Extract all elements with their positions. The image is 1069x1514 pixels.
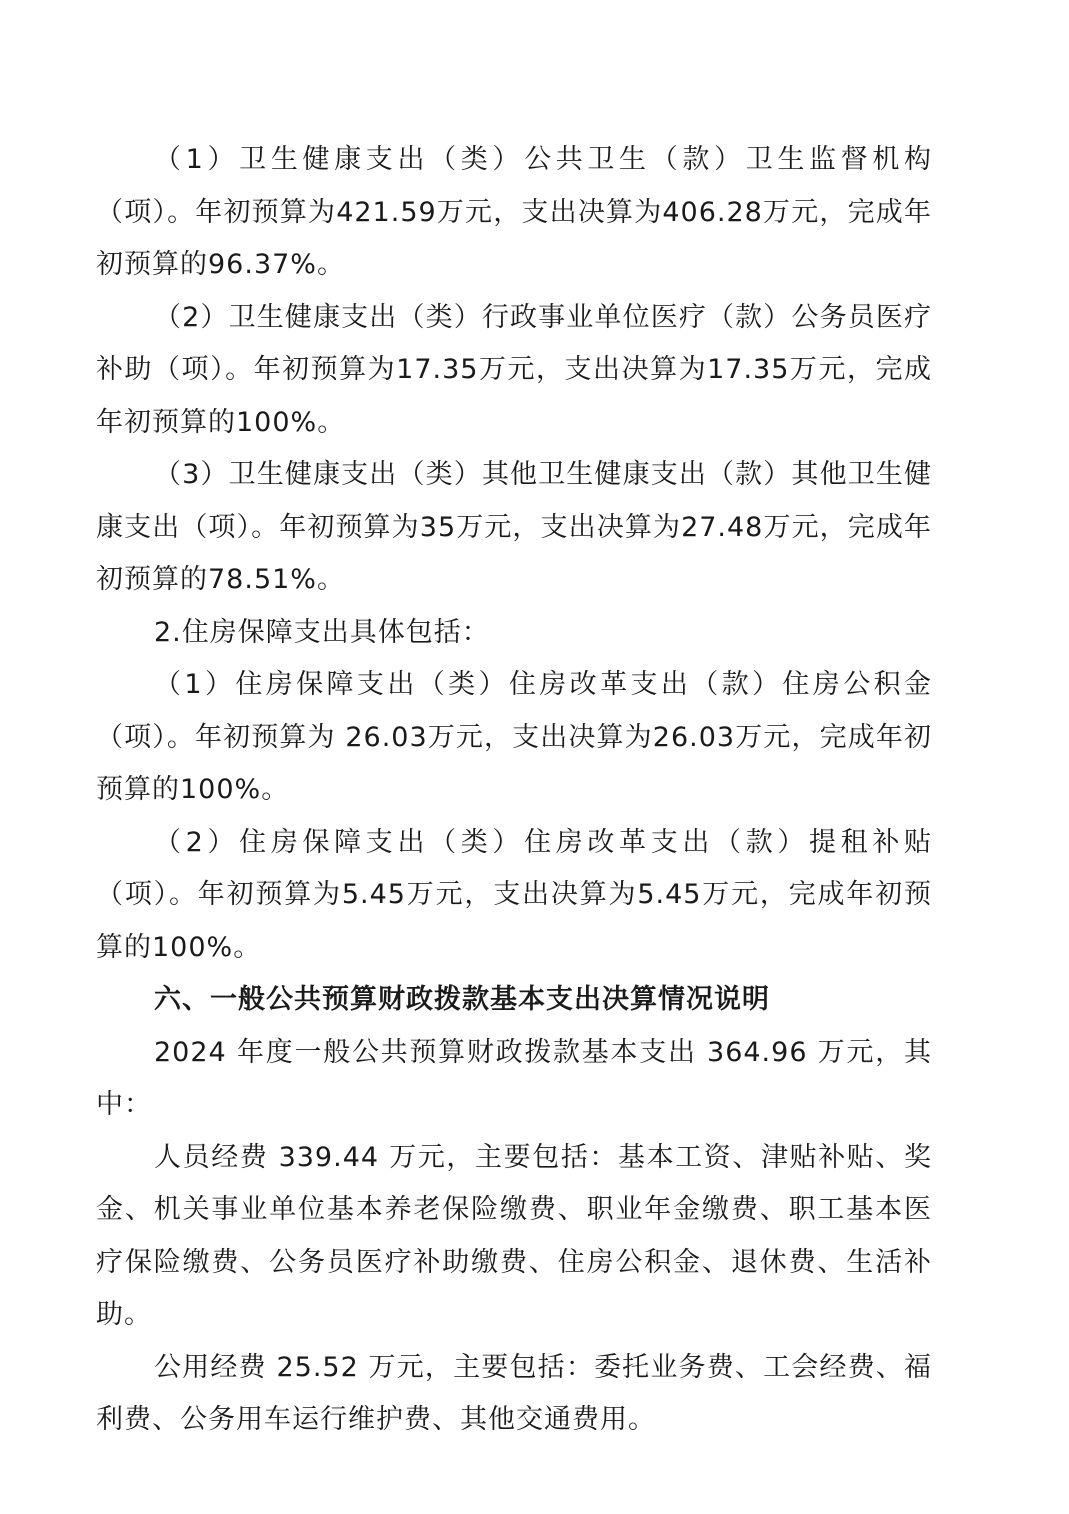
paragraph-public-cost: 公用经费 25.52 万元，主要包括：委托业务费、工会经费、福利费、公务用车运行维护费、其他交通费用。 [96, 1351, 932, 1435]
paragraph-health-supervision: （1）卫生健康支出（类）公共卫生（款）卫生监督机构（项）。年初预算为421.59万元，支出决算为406.28万元，完成年初预算的96.37%。 [96, 144, 932, 280]
section-heading: 六、一般公共预算财政拨款基本支出决算情况说明 [154, 984, 770, 1015]
paragraph-civil-servant-medical: （2）卫生健康支出（类）行政事业单位医疗（款）公务员医疗补助（项）。年初预算为17.35万元，支出决算为17.35万元，完成年初预算的100%。 [96, 301, 932, 438]
paragraph-rent-subsidy: （2）住房保障支出（类）住房改革支出（款）提租补贴（项）。年初预算为5.45万元，支出决算为5.45万元，完成年初预算的100%。 [96, 826, 932, 963]
paragraph-personnel-cost: 人员经费 339.44 万元，主要包括：基本工资、津贴补贴、奖金、机关事业单位基本养老保险缴费、职业年金缴费、职工基本医疗保险缴费、公务员医疗补助缴费、住房公积金、退休费、生活补助。 [96, 1141, 932, 1330]
paragraph-housing-intro: 2.住房保障支出具体包括： [154, 616, 490, 648]
paragraph-basic-expenditure: 2024 年度一般公共预算财政拨款基本支出 364.96 万元，其中： [96, 1036, 932, 1120]
paragraph-other-health: （3）卫生健康支出（类）其他卫生健康支出（款）其他卫生健康支出（项）。年初预算为35万元，支出决算为27.48万元，完成年初预算的78.51%。 [96, 459, 932, 595]
paragraph-housing-fund: （1）住房保障支出（类）住房改革支出（款）住房公积金（项）。年初预算为 26.03万元，支出决算为26.03万元，完成年初预算的100%。 [96, 669, 932, 805]
document-page [96, 134, 932, 1447]
